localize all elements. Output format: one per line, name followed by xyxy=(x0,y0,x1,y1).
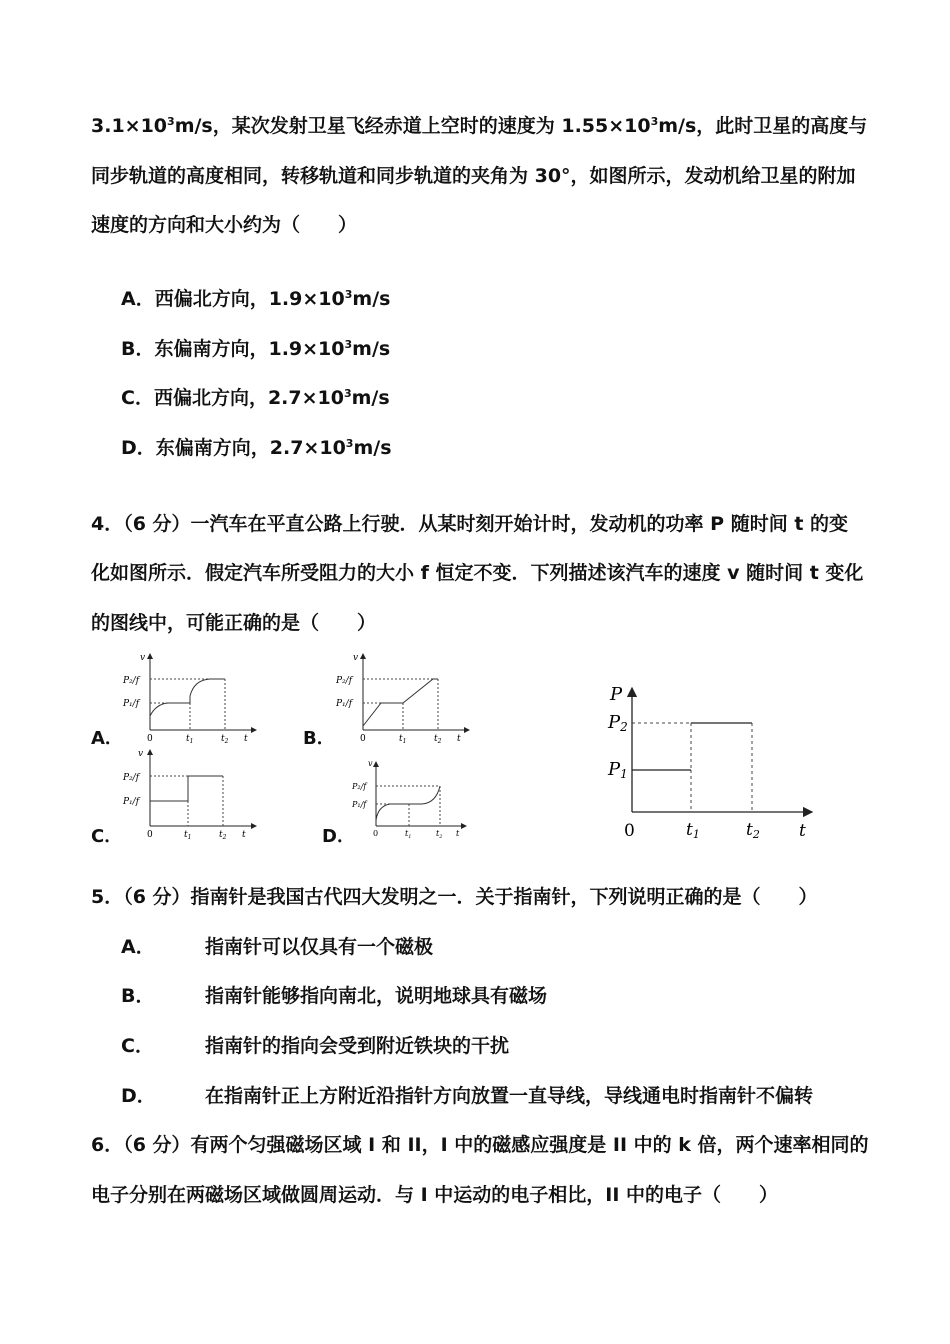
graph-d-t1-sub: 1 xyxy=(408,834,412,840)
graph-a-t1-sub: 1 xyxy=(189,738,194,744)
p-graph-t2: t xyxy=(746,820,753,840)
p1-label-sub: 1 xyxy=(620,767,628,781)
q4-line-3: 的图线中，可能正确的是（ ） xyxy=(91,612,377,634)
p-graph-t-axis: t xyxy=(799,821,806,841)
q3-line-2: 同步轨道的高度相同，转移轨道和同步轨道的夹角为 30°，如图所示，发动机给卫星的附加 xyxy=(91,165,856,187)
svg-text:P2 xyxy=(607,712,628,734)
q4-line-2: 化如图所示．假定汽车所受阻力的大小 f 恒定不变．下列描述该汽车的速度 v 随时间 t 变化 xyxy=(91,562,864,584)
graph-d-t-axis: t xyxy=(456,829,460,838)
graph-c-p2f: P₂/f xyxy=(123,773,140,783)
graph-b-v-label: v xyxy=(353,653,359,663)
q4-graph-d[interactable] xyxy=(350,756,470,840)
graph-c-t1: t xyxy=(184,830,188,840)
q3-option-b[interactable]: B．东偏南方向，$1.9\times 10^3m/s$ xyxy=(121,338,391,360)
q4-option-b-label[interactable]: B． xyxy=(303,728,335,749)
graph-b-t2-sub: 2 xyxy=(437,738,442,744)
graph-c-t1-sub: 1 xyxy=(187,834,192,840)
p-axis-label: P xyxy=(610,684,623,705)
graph-d-v-label: v xyxy=(368,759,373,768)
svg-text:t2 xyxy=(221,734,229,744)
graph-b-p2f: P₂/f xyxy=(336,676,353,686)
p2-label: P xyxy=(608,712,621,733)
q3-line-3: 速度的方向和大小约为（ ） xyxy=(91,214,358,236)
graph-c-t2-sub: 2 xyxy=(222,834,227,840)
graph-a-t-axis: t xyxy=(244,734,248,744)
graph-d-t2: t xyxy=(436,829,440,838)
svg-text:t2 xyxy=(746,820,760,841)
q3-option-a[interactable]: A．西偏北方向，$1.9\times 10^3m/s$ xyxy=(121,288,391,310)
svg-text:t1 xyxy=(184,830,191,840)
graph-d-p1f: P₁/f xyxy=(352,800,367,809)
q5-option-c[interactable]: C． 指南针的指向会受到附近铁块的干扰 xyxy=(121,1035,510,1057)
q4-line-1: 4．（6 分）一汽车在平直公路上行驶．从某时刻开始计时，发动机的功率 P 随时间 t 的变 xyxy=(91,513,849,535)
graph-c-p1f: P₁/f xyxy=(123,797,140,807)
q4-power-time-graph xyxy=(600,680,820,845)
q3-line-1: $3.1\times 10^3m/s$，某次发射卫星飞经赤道上空时的速度为 $1.55\times 10^3m/s$，此时卫星的高度与 xyxy=(91,115,868,137)
q5-option-b[interactable]: B． 指南针能够指向南北，说明地球具有磁场 xyxy=(121,985,548,1007)
graph-b-p1f: P₁/f xyxy=(336,699,353,709)
svg-text:P1 xyxy=(607,759,628,781)
q4-graph-a[interactable] xyxy=(120,648,260,744)
graph-b-t2: t xyxy=(434,734,438,744)
graph-a-p2f: P₂/f xyxy=(123,676,140,686)
q4-graph-c[interactable] xyxy=(120,744,260,840)
q4-graph-b[interactable] xyxy=(333,648,473,744)
graph-a-t1: t xyxy=(186,734,190,744)
graph-c-t2: t xyxy=(219,830,223,840)
graph-c-t-axis: t xyxy=(242,830,246,840)
graph-d-t1: t xyxy=(405,829,409,838)
svg-text:t2 xyxy=(434,734,442,744)
graph-c-v-label: v xyxy=(138,749,144,759)
svg-text:t1 xyxy=(399,734,406,744)
svg-text:t1 xyxy=(405,829,411,840)
svg-text:t2 xyxy=(436,829,442,840)
svg-text:t1 xyxy=(686,820,700,841)
q4-option-d-label[interactable]: D． xyxy=(322,826,355,847)
q5-stem: 5．（6 分）指南针是我国古代四大发明之一．关于指南针，下列说明正确的是（ ） xyxy=(91,886,818,908)
p-graph-t1-sub: 1 xyxy=(692,828,700,841)
graph-a-v-label: v xyxy=(140,653,146,663)
graph-d-origin: 0 xyxy=(373,829,379,838)
q6-line-2: 电子分别在两磁场区域做圆周运动．与 I 中运动的电子相比，II 中的电子（ ） xyxy=(91,1184,779,1206)
graph-a-p1f: P₁/f xyxy=(123,699,140,709)
graph-a-t2-sub: 2 xyxy=(224,738,229,744)
svg-text:t2 xyxy=(219,830,227,840)
p1-label: P xyxy=(608,759,621,780)
svg-text:t1 xyxy=(186,734,193,744)
graph-a-t2: t xyxy=(221,734,225,744)
q6-line-1: 6．（6 分）有两个匀强磁场区域 I 和 II，I 中的磁感应强度是 II 中的 k 倍，两个速率相同的 xyxy=(91,1134,869,1156)
p-graph-t2-sub: 2 xyxy=(752,828,760,841)
graph-d-t2-sub: 2 xyxy=(439,834,443,840)
graph-b-t1-sub: 1 xyxy=(402,738,407,744)
q5-option-a[interactable]: A． 指南针可以仅具有一个磁极 xyxy=(121,936,434,958)
graph-d-p2f: P₂/f xyxy=(352,782,367,791)
graph-b-origin: 0 xyxy=(360,734,366,744)
p-graph-origin: 0 xyxy=(624,821,635,841)
q5-option-d[interactable]: D． 在指南针正上方附近沿指针方向放置一直导线，导线通电时指南针不偏转 xyxy=(121,1085,814,1107)
q3-option-d[interactable]: D．东偏南方向，$2.7\times 10^3m/s$ xyxy=(121,437,392,459)
graph-a-origin: 0 xyxy=(147,734,153,744)
q4-option-a-label[interactable]: A． xyxy=(91,728,123,749)
graph-b-t1: t xyxy=(399,734,403,744)
p-graph-t1: t xyxy=(686,820,693,840)
p2-label-sub: 2 xyxy=(620,720,628,734)
q3-option-c[interactable]: C．西偏北方向，$2.7\times 10^3m/s$ xyxy=(121,387,390,409)
graph-c-origin: 0 xyxy=(147,830,153,840)
graph-b-t-axis: t xyxy=(457,734,461,744)
q4-option-c-label[interactable]: C． xyxy=(91,826,123,847)
